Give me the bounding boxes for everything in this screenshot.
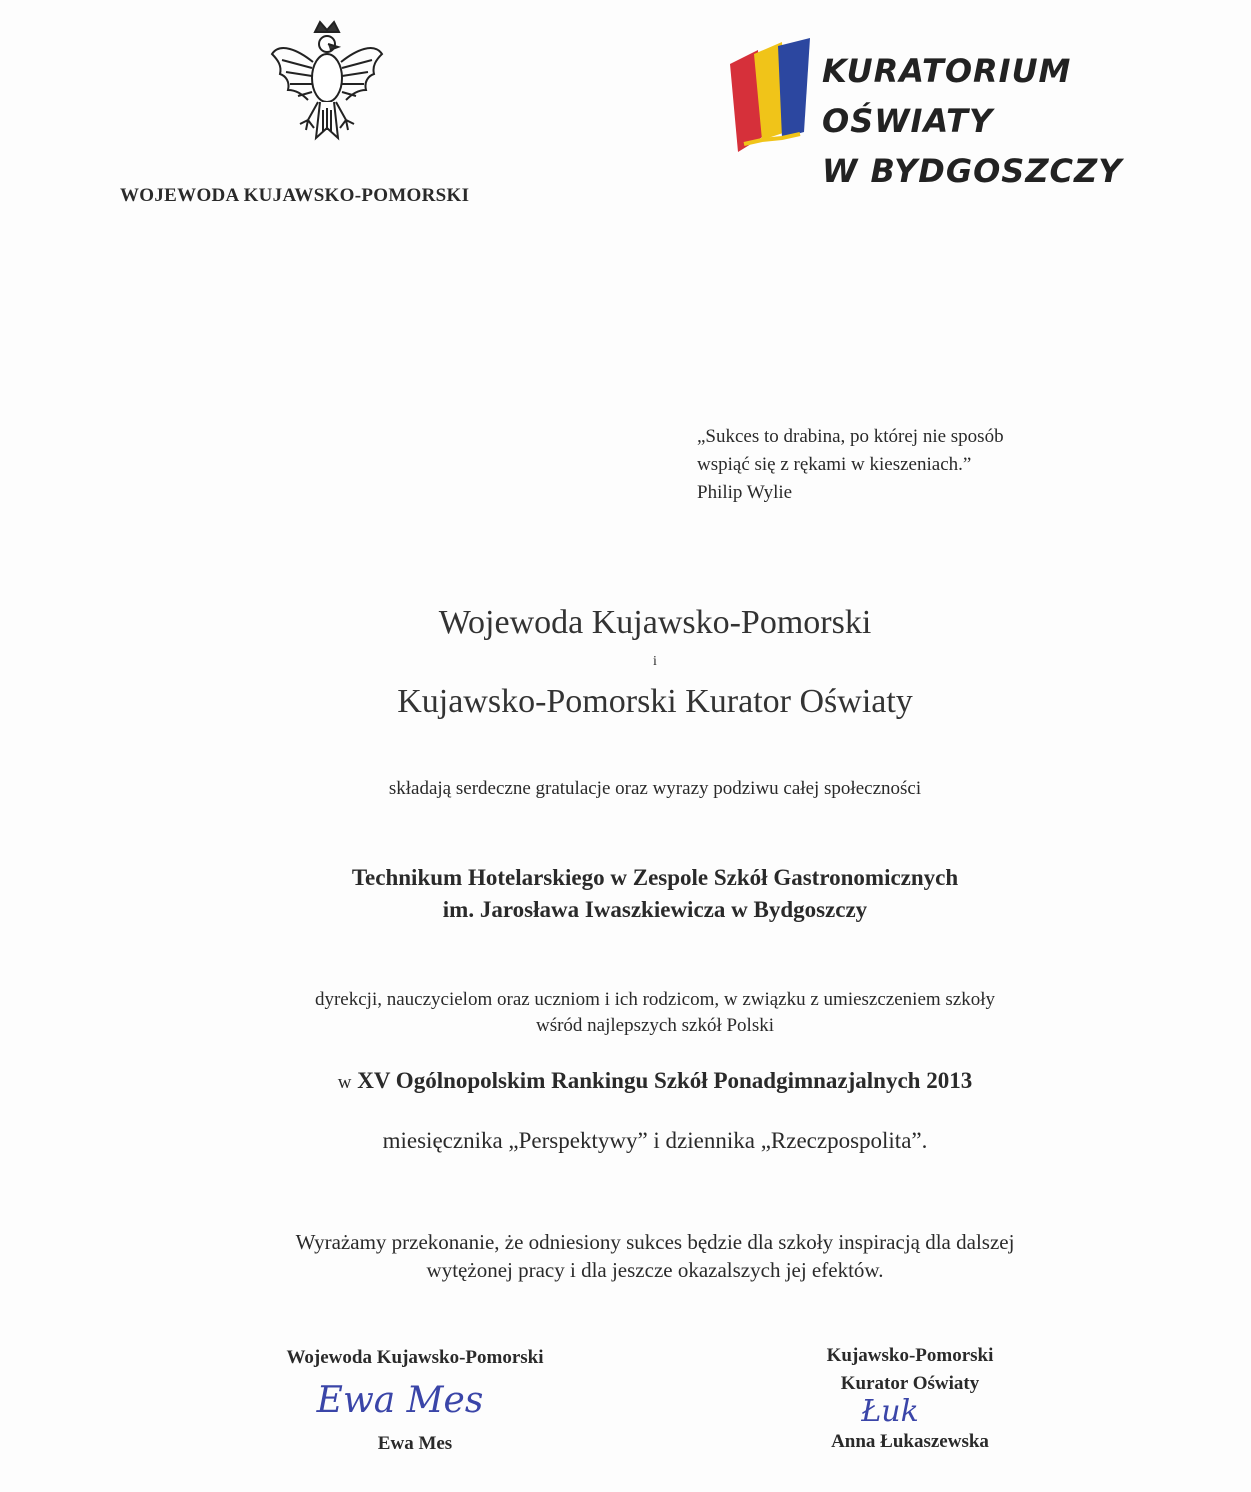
- school-line-2: im. Jarosława Iwaszkiewicza w Bydgoszczy: [442, 897, 868, 922]
- motto-quote: [697, 423, 1177, 507]
- signature-block-left: [215, 1344, 615, 1372]
- heading-line-2: Kujawsko-Pomorski Kurator Oświaty: [397, 683, 913, 720]
- ranking-prefix: w: [337, 1072, 352, 1093]
- issuer-title: WOJEWODA KUJAWSKO-POMORSKI: [120, 185, 470, 206]
- school-name: [0, 862, 1251, 926]
- signatory-left-title: Wojewoda Kujawsko-Pomorski: [286, 1347, 544, 1368]
- kuratorium-logo-icon: [724, 36, 824, 160]
- recipients-text: [0, 987, 1251, 1039]
- closing-text: [0, 1228, 1251, 1284]
- quote-author: Philip Wylie: [697, 482, 793, 503]
- intro-text: składają serdeczne gratulacje oraz wyrazy podziwu całej społeczności: [388, 778, 922, 799]
- quote-line-1: „Sukces to drabina, po której nie sposób: [697, 426, 1004, 447]
- heading-conjunction: i: [653, 654, 657, 669]
- recipients-line-1: dyrekcji, nauczycielom oraz uczniom i ich rodzicom, w związku z umieszczeniem szkoły: [314, 989, 996, 1010]
- logo-line-1: KURATORIUM OŚWIATY: [822, 52, 1072, 140]
- signatory-right-title-1: Kujawsko-Pomorski: [826, 1345, 994, 1366]
- signatory-right-title-2: Kurator Oświaty: [840, 1373, 980, 1394]
- signatory-right-name: Anna Łukaszewska: [831, 1431, 989, 1452]
- handwritten-signature-left: Ewa Mes: [316, 1380, 484, 1421]
- ranking-name: XV Ogólnopolskim Rankingu Szkół Ponadgimnazjalnych 2013: [357, 1068, 973, 1093]
- logo-line-2: W BYDGOSZCZY: [822, 152, 1123, 190]
- signature-block-right: [700, 1342, 1120, 1398]
- heading-line-1: Wojewoda Kujawsko-Pomorski: [438, 604, 872, 641]
- eagle-emblem-icon: [268, 20, 386, 150]
- ranking-title: [0, 1068, 1251, 1094]
- magazines-text: miesięcznika „Perspektywy” i dziennika „Rzeczpospolita”.: [382, 1128, 928, 1153]
- quote-line-2: wspiąć się z rękami w kieszeniach.”: [697, 454, 972, 475]
- kuratorium-logo-text: [822, 46, 1202, 196]
- signatory-left-name: Ewa Mes: [377, 1433, 453, 1454]
- school-line-1: Technikum Hotelarskiego w Zespole Szkół Gastronomicznych: [351, 865, 959, 890]
- closing-line-1: Wyrażamy przekonanie, że odniesiony sukces będzie dla szkoły inspiracją dla dalszej: [295, 1230, 1015, 1254]
- closing-line-2: wytężonej pracy i dla jeszcze okazalszych jej efektów.: [426, 1258, 884, 1282]
- recipients-line-2: wśród najlepszych szkół Polski: [535, 1015, 774, 1036]
- handwritten-signature-right: Łuk: [861, 1394, 919, 1429]
